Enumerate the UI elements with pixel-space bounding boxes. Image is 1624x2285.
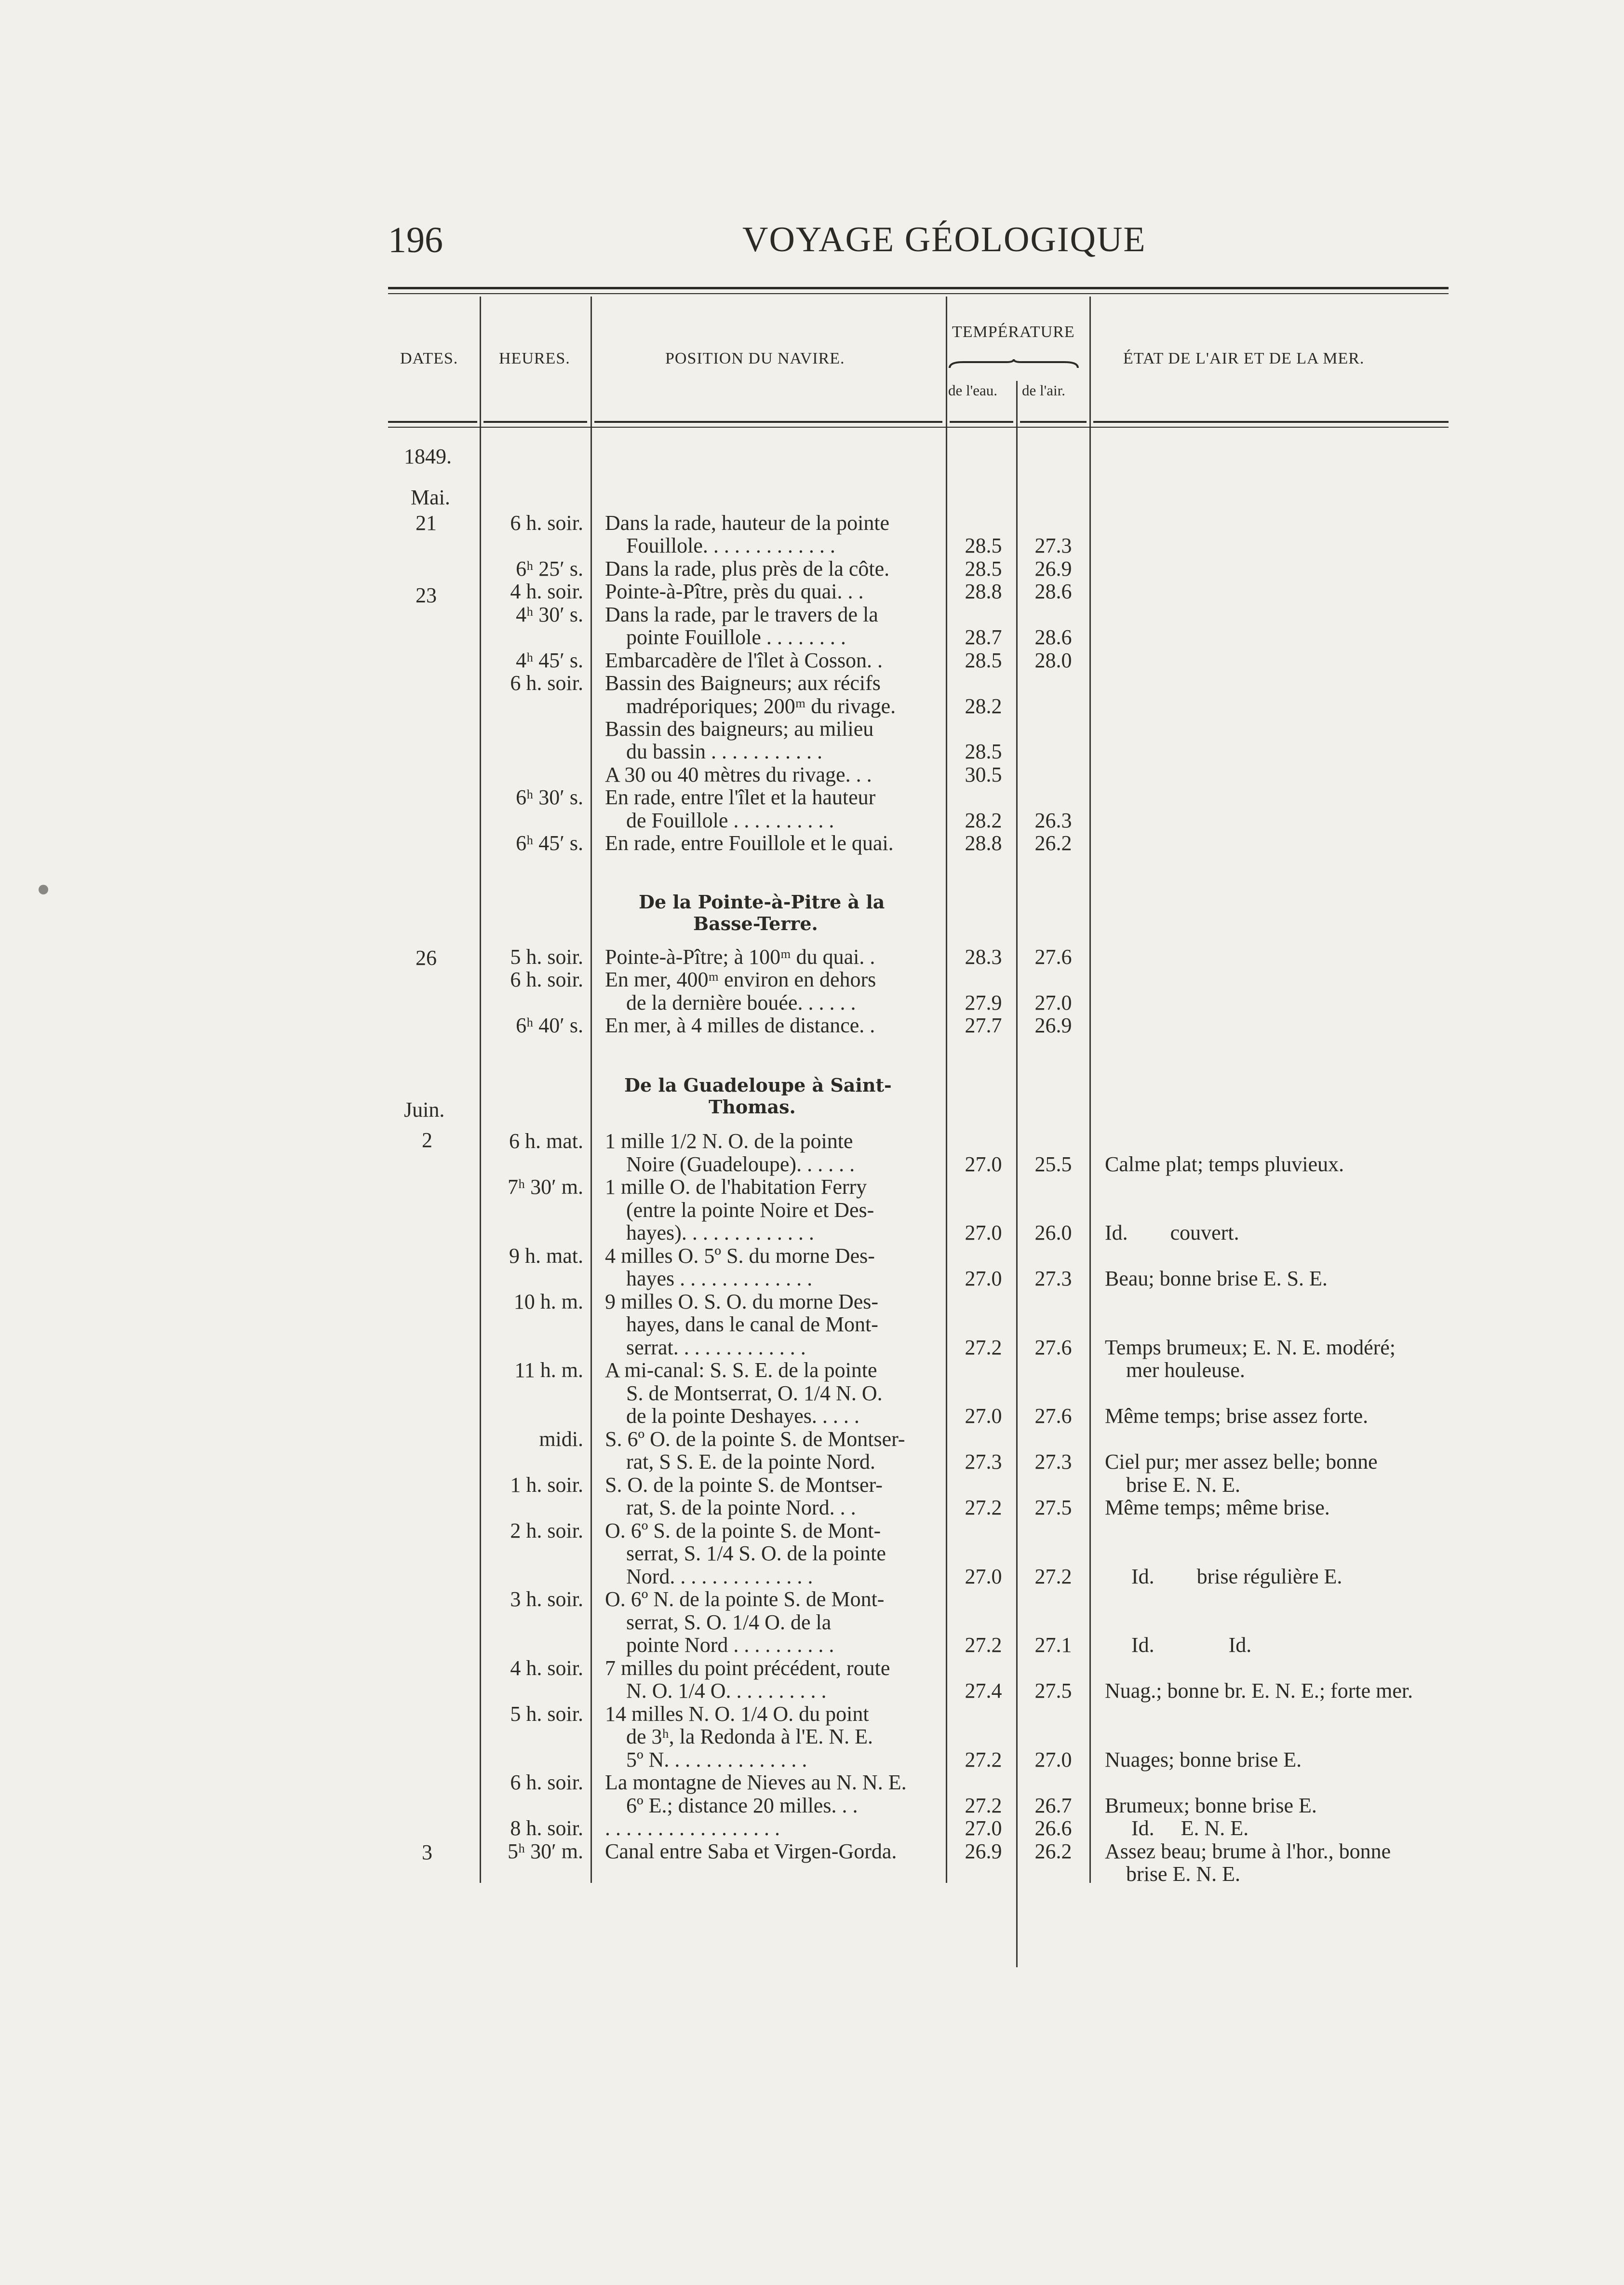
position-cell: rat, S. de la pointe Nord. . . <box>605 1496 856 1519</box>
temp-water-cell: 27.0 <box>965 1221 1002 1244</box>
temp-water-cell: 30.5 <box>965 763 1002 786</box>
position-cell: . . . . . . . . . . . . . . . . . <box>605 1816 780 1840</box>
position-cell: Pointe-à-Pître; à 100ᵐ du quai. . <box>605 945 875 969</box>
temp-air-cell: 27.2 <box>1034 1565 1072 1588</box>
temp-water-cell: 27.0 <box>965 1404 1002 1428</box>
temp-water-cell: 27.2 <box>965 1496 1002 1519</box>
position-cell: hayes). . . . . . . . . . . . . <box>605 1221 814 1244</box>
position-cell: serrat. . . . . . . . . . . . . <box>605 1336 806 1359</box>
temp-water-cell: 28.5 <box>965 557 1002 581</box>
temp-water-cell: 27.0 <box>965 1152 1002 1176</box>
header-position: POSITION DU NAVIRE. <box>665 350 845 367</box>
hour-cell: 5ʰ 30′ m. <box>508 1839 583 1863</box>
weather-cell: Brumeux; bonne brise E. <box>1105 1794 1317 1817</box>
position-cell: Dans la rade, par le travers de la <box>605 603 878 626</box>
temp-water-cell: 28.2 <box>965 694 1002 718</box>
temp-air-cell: 27.6 <box>1034 945 1072 969</box>
position-cell: En mer, 400ᵐ environ en dehors <box>605 968 876 991</box>
temp-water-cell: 27.2 <box>965 1794 1002 1817</box>
column-divider <box>946 297 947 1883</box>
date-month: Juin. <box>404 1098 445 1122</box>
position-cell: hayes . . . . . . . . . . . . . <box>605 1267 813 1290</box>
section-heading: De la Guadeloupe à Saint- <box>624 1074 892 1096</box>
weather-cell: Nuages; bonne brise E. <box>1105 1748 1302 1771</box>
column-divider <box>591 297 592 1883</box>
temp-water-cell: 28.5 <box>965 649 1002 672</box>
header-heures: HEURES. <box>499 350 570 367</box>
temp-water-cell: 28.8 <box>965 580 1002 603</box>
temp-air-cell: 27.6 <box>1034 1336 1072 1359</box>
date-day: 2 <box>422 1128 432 1152</box>
temp-air-cell: 26.2 <box>1034 1839 1072 1863</box>
position-cell: rat, S S. E. de la pointe Nord. <box>605 1450 875 1474</box>
date-day: 23 <box>416 583 437 607</box>
page-number: 196 <box>388 220 443 260</box>
position-cell: En rade, entre Fouillole et le quai. <box>605 831 894 855</box>
position-cell: S. de Montserrat, O. 1/4 N. O. <box>605 1381 883 1405</box>
hour-cell: 4ʰ 30′ s. <box>516 603 583 626</box>
position-cell: Dans la rade, hauteur de la pointe <box>605 511 890 535</box>
temp-air-cell: 28.6 <box>1034 580 1072 603</box>
section-heading: Thomas. <box>709 1096 796 1118</box>
hour-cell: 9 h. mat. <box>509 1244 583 1268</box>
position-cell: de la pointe Deshayes. . . . . <box>605 1404 859 1428</box>
weather-cell: Calme plat; temps pluvieux. <box>1105 1152 1344 1176</box>
column-divider <box>1089 297 1091 1883</box>
hour-cell: 5 h. soir. <box>510 1702 583 1726</box>
weather-cell: Assez beau; brume à l'hor., bonne <box>1105 1839 1391 1863</box>
temperature-brace <box>949 359 1079 369</box>
position-cell: Noire (Guadeloupe). . . . . . <box>605 1152 855 1176</box>
header-dates: DATES. <box>400 350 458 367</box>
hour-cell: 6 h. soir. <box>510 671 583 695</box>
temp-water-cell: 27.7 <box>965 1014 1002 1037</box>
weather-cell: mer houleuse. <box>1105 1358 1245 1382</box>
temp-air-cell: 27.3 <box>1034 1267 1072 1290</box>
temp-air-cell: 27.3 <box>1034 1450 1072 1474</box>
position-cell: de la dernière bouée. . . . . . <box>605 991 856 1014</box>
hour-cell: 11 h. m. <box>514 1358 583 1382</box>
position-cell: En rade, entre l'îlet et la hauteur <box>605 785 876 809</box>
position-cell: Bassin des Baigneurs; aux récifs <box>605 671 881 695</box>
hour-cell: 4 h. soir. <box>510 580 583 603</box>
temp-air-cell: 26.9 <box>1034 1014 1072 1037</box>
temp-air-cell: 27.5 <box>1034 1679 1072 1703</box>
position-cell: A mi-canal: S. S. E. de la pointe <box>605 1358 877 1382</box>
top-rule-thin <box>388 293 1449 294</box>
temp-air-cell: 27.0 <box>1034 1748 1072 1771</box>
position-cell: Nord. . . . . . . . . . . . . . <box>605 1565 813 1588</box>
position-cell: A 30 ou 40 mètres du rivage. . . <box>605 763 872 786</box>
temp-air-cell: 26.6 <box>1034 1816 1072 1840</box>
temp-water-cell: 27.2 <box>965 1633 1002 1657</box>
position-cell: serrat, S. O. 1/4 O. de la <box>605 1610 832 1634</box>
position-cell: Pointe-à-Pître, près du quai. . . <box>605 580 864 603</box>
hour-cell: 7ʰ 30′ m. <box>508 1175 583 1199</box>
hour-cell: 8 h. soir. <box>510 1816 583 1840</box>
header-rule <box>483 421 587 423</box>
hour-cell: 6ʰ 40′ s. <box>516 1014 583 1037</box>
position-cell: 1 mille O. de l'habitation Ferry <box>605 1175 867 1199</box>
hour-cell: 3 h. soir. <box>510 1587 583 1611</box>
date-day: 26 <box>416 946 437 970</box>
temp-air-cell: 27.3 <box>1034 534 1072 557</box>
weather-cell: brise E. N. E. <box>1105 1862 1241 1886</box>
temp-water-cell: 27.0 <box>965 1267 1002 1290</box>
position-cell: pointe Nord . . . . . . . . . . <box>605 1633 834 1657</box>
hour-cell: 5 h. soir. <box>510 945 583 969</box>
temp-air-cell: 28.0 <box>1034 649 1072 672</box>
header-air: de l'air. <box>1022 382 1065 399</box>
date-day: 3 <box>422 1840 432 1864</box>
temp-water-cell: 27.0 <box>965 1565 1002 1588</box>
temp-air-cell: 28.6 <box>1034 625 1072 649</box>
hour-cell: 10 h. m. <box>513 1290 583 1313</box>
temp-water-cell: 28.7 <box>965 625 1002 649</box>
hour-cell: 1 h. soir. <box>510 1473 583 1497</box>
hour-cell: 2 h. soir. <box>510 1519 583 1542</box>
temp-air-cell: 27.1 <box>1034 1633 1072 1657</box>
temp-air-cell: 26.2 <box>1034 831 1072 855</box>
temp-air-cell: 27.0 <box>1034 991 1072 1014</box>
position-cell: Bassin des baigneurs; au milieu <box>605 717 874 741</box>
position-cell: (entre la pointe Noire et Des- <box>605 1198 874 1222</box>
position-cell: O. 6º S. de la pointe S. de Mont- <box>605 1519 881 1542</box>
weather-cell: Id. couvert. <box>1105 1221 1239 1244</box>
position-cell: Embarcadère de l'îlet à Cosson. . <box>605 649 883 672</box>
weather-cell: Id. E. N. E. <box>1105 1816 1249 1840</box>
header-rule <box>1020 421 1087 423</box>
position-cell: hayes, dans le canal de Mont- <box>605 1312 878 1336</box>
header-temperature: TEMPÉRATURE <box>952 323 1075 341</box>
hour-cell: 6 h. soir. <box>510 1771 583 1794</box>
header-rule <box>1093 421 1449 423</box>
position-cell: En mer, à 4 milles de distance. . <box>605 1014 875 1037</box>
date-month: Mai. <box>411 486 450 509</box>
date-year: 1849. <box>404 445 452 468</box>
temp-air-cell: 26.7 <box>1034 1794 1072 1817</box>
position-cell: serrat, S. 1/4 S. O. de la pointe <box>605 1541 886 1565</box>
position-cell: 7 milles du point précédent, route <box>605 1656 890 1680</box>
temp-air-cell: 26.0 <box>1034 1221 1072 1244</box>
position-cell: du bassin . . . . . . . . . . . <box>605 740 822 763</box>
temp-water-cell: 27.3 <box>965 1450 1002 1474</box>
hour-cell: 6ʰ 30′ s. <box>516 785 583 809</box>
margin-spot <box>39 885 48 894</box>
weather-cell: brise E. N. E. <box>1105 1473 1241 1497</box>
hour-cell: 6 h. soir. <box>510 968 583 991</box>
temp-water-cell: 27.9 <box>965 991 1002 1014</box>
header-etat: ÉTAT DE L'AIR ET DE LA MER. <box>1123 350 1365 367</box>
temp-air-cell: 26.9 <box>1034 557 1072 581</box>
position-cell: S. O. de la pointe S. de Montser- <box>605 1473 883 1497</box>
position-cell: O. 6º N. de la pointe S. de Mont- <box>605 1587 885 1611</box>
hour-cell: 4 h. soir. <box>510 1656 583 1680</box>
position-cell: La montagne de Nieves au N. N. E. <box>605 1771 907 1794</box>
temp-water-cell: 27.2 <box>965 1336 1002 1359</box>
weather-cell: Id. Id. <box>1105 1633 1252 1657</box>
position-cell: madréporiques; 200ᵐ du rivage. <box>605 694 896 718</box>
temp-water-cell: 28.5 <box>965 534 1002 557</box>
top-rule <box>388 287 1449 289</box>
hour-cell: 6ʰ 25′ s. <box>516 557 583 581</box>
position-cell: 4 milles O. 5º S. du morne Des- <box>605 1244 875 1268</box>
weather-cell: Beau; bonne brise E. S. E. <box>1105 1267 1328 1290</box>
weather-cell: Id. brise régulière E. <box>1105 1565 1342 1588</box>
header-eau: de l'eau. <box>948 382 997 399</box>
weather-cell: Même temps; brise assez forte. <box>1105 1404 1369 1428</box>
hour-cell: 6ʰ 45′ s. <box>516 831 583 855</box>
temp-air-cell: 25.5 <box>1034 1152 1072 1176</box>
position-cell: pointe Fouillole . . . . . . . . <box>605 625 846 649</box>
position-cell: de 3ʰ, la Redonda à l'E. N. E. <box>605 1725 873 1748</box>
temp-water-cell: 26.9 <box>965 1839 1002 1863</box>
temp-water-cell: 27.0 <box>965 1816 1002 1840</box>
temp-water-cell: 27.4 <box>965 1679 1002 1703</box>
header-rule <box>388 421 477 423</box>
position-cell: Canal entre Saba et Virgen-Gorda. <box>605 1839 897 1863</box>
position-cell: 1 mille 1/2 N. O. de la pointe <box>605 1129 853 1153</box>
temp-water-cell: 28.3 <box>965 945 1002 969</box>
position-cell: 14 milles N. O. 1/4 O. du point <box>605 1702 869 1726</box>
column-divider <box>1016 381 1018 1967</box>
weather-cell: Temps brumeux; E. N. E. modéré; <box>1105 1336 1396 1359</box>
position-cell: S. 6º O. de la pointe S. de Montser- <box>605 1427 905 1451</box>
position-cell: N. O. 1/4 O. . . . . . . . . . <box>605 1679 827 1703</box>
hour-cell: 6 h. mat. <box>509 1129 583 1153</box>
temp-air-cell: 26.3 <box>1034 809 1072 832</box>
position-cell: Fouillole. . . . . . . . . . . . . <box>605 534 835 557</box>
position-cell: 6º E.; distance 20 milles. . . <box>605 1794 858 1817</box>
position-cell: Dans la rade, plus près de la côte. <box>605 557 890 581</box>
hour-cell: midi. <box>539 1427 583 1451</box>
hour-cell: 6 h. soir. <box>510 511 583 535</box>
header-rule <box>950 421 1013 423</box>
position-cell: de Fouillole . . . . . . . . . . <box>605 809 834 832</box>
weather-cell: Même temps; même brise. <box>1105 1496 1330 1519</box>
section-heading: De la Pointe-à-Pitre à la <box>639 891 885 913</box>
temp-water-cell: 27.2 <box>965 1748 1002 1771</box>
weather-cell: Nuag.; bonne br. E. N. E.; forte mer. <box>1105 1679 1413 1703</box>
position-cell: 9 milles O. S. O. du morne Des- <box>605 1290 879 1313</box>
column-divider <box>480 297 481 1883</box>
page-title: VOYAGE GÉOLOGIQUE <box>742 220 1146 259</box>
header-rule <box>594 421 942 423</box>
position-cell: 5º N. . . . . . . . . . . . . . <box>605 1748 807 1771</box>
temp-air-cell: 27.5 <box>1034 1496 1072 1519</box>
hour-cell: 4ʰ 45′ s. <box>516 649 583 672</box>
temp-water-cell: 28.8 <box>965 831 1002 855</box>
temp-water-cell: 28.2 <box>965 809 1002 832</box>
section-heading: Basse-Terre. <box>693 913 818 934</box>
date-day: 21 <box>416 511 437 535</box>
temp-air-cell: 27.6 <box>1034 1404 1072 1428</box>
weather-cell: Ciel pur; mer assez belle; bonne <box>1105 1450 1378 1474</box>
temp-water-cell: 28.5 <box>965 740 1002 763</box>
header-rule-thin <box>388 427 1449 428</box>
